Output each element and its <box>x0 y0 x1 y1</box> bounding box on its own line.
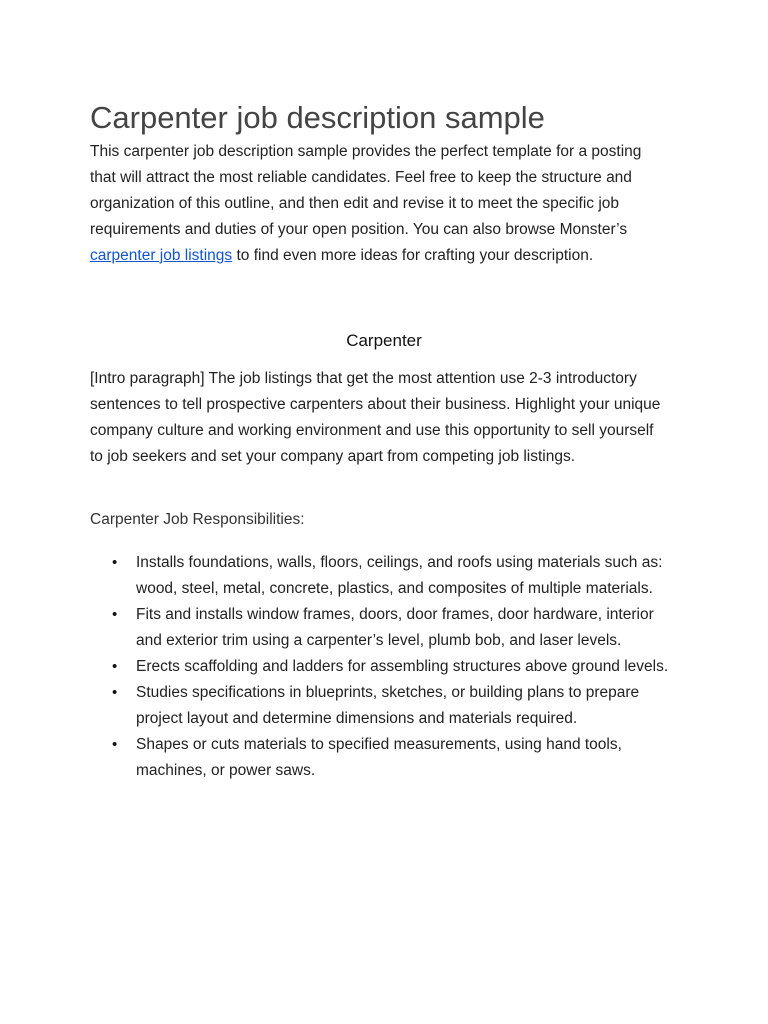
list-item-text: Fits and installs window frames, doors, door frames, door hardware, interior and exterior trim using a carpenter’s level, plumb bob, and laser levels. <box>136 606 654 649</box>
responsibilities-list <box>90 550 680 784</box>
bullet-icon: • <box>112 736 118 753</box>
job-heading: Carpenter <box>346 331 422 350</box>
list-item <box>90 680 680 732</box>
page-title: Carpenter job description sample <box>90 100 545 135</box>
list-item-text: Installs foundations, walls, floors, ceilings, and roofs using materials such as: wood, steel, metal, concrete, plastics, and composites of multiple materials. <box>136 554 663 597</box>
list-item <box>90 602 680 654</box>
bullet-icon: • <box>112 658 118 675</box>
list-item <box>90 654 680 680</box>
list-item-text: Erects scaffolding and ladders for assembling structures above ground levels. <box>136 658 669 675</box>
intro-text <box>90 139 670 269</box>
carpenter-job-listings-link[interactable]: carpenter job listings <box>90 247 233 264</box>
intro-paragraph: [Intro paragraph] The job listings that get the most attention use 2-3 introductory sentences to tell prospective carpenters about their business. Highlight your unique company culture and working environment and use this opportunity to sell yourself to job seekers and set your company apart from competing job listings. <box>90 370 661 465</box>
intro-text-after-link: to find even more ideas for crafting your description. <box>232 247 594 264</box>
intro-text-before-link: This carpenter job description sample provides the perfect template for a posting that will attract the most reliable candidates. Feel free to keep the structure and organization of this outline, and then edit and revise it to meet the specific job requirements and duties of your open position. You can also browse Monster’s <box>90 143 642 238</box>
bullet-icon: • <box>112 554 118 571</box>
bullet-icon: • <box>112 684 118 701</box>
list-item <box>90 550 680 602</box>
list-item-text: Studies specifications in blueprints, sketches, or building plans to prepare project layout and determine dimensions and materials required. <box>136 684 640 727</box>
list-item <box>90 732 680 784</box>
responsibilities-label: Carpenter Job Responsibilities: <box>90 511 305 528</box>
list-item-text: Shapes or cuts materials to specified measurements, using hand tools, machines, or power saws. <box>136 736 622 779</box>
bullet-icon: • <box>112 606 118 623</box>
